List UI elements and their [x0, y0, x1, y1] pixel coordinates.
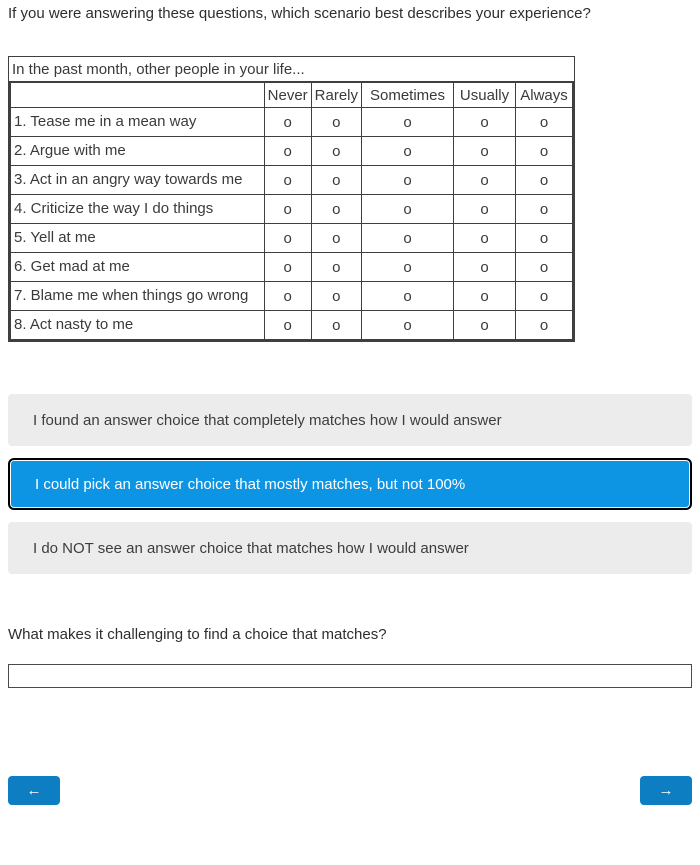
radio-icon: o	[332, 316, 341, 334]
radio-icon: o	[283, 229, 292, 247]
matrix-radio-cell[interactable]	[264, 311, 311, 340]
radio-icon: o	[403, 142, 412, 160]
radio-icon: o	[539, 287, 549, 305]
matrix-column-header: Never	[264, 83, 311, 108]
radio-icon: o	[480, 200, 489, 218]
matrix-radio-cell[interactable]	[362, 108, 454, 137]
radio-icon: o	[539, 142, 549, 160]
matrix-caption: In the past month, other people in your life...	[12, 61, 305, 78]
radio-icon: o	[332, 287, 341, 305]
matrix-radio-cell[interactable]	[264, 108, 311, 137]
matrix-radio-cell[interactable]	[362, 253, 454, 282]
matrix-radio-cell[interactable]	[362, 137, 454, 166]
matrix-radio-cell[interactable]	[311, 224, 361, 253]
radio-icon: o	[539, 171, 549, 189]
matrix-radio-cell[interactable]	[454, 108, 516, 137]
matrix-radio-cell[interactable]	[515, 195, 572, 224]
scenario-option[interactable]	[8, 522, 692, 574]
radio-icon: o	[403, 113, 412, 131]
matrix-radio-cell[interactable]	[264, 253, 311, 282]
scenario-option-label: I do NOT see an answer choice that matches how I would answer	[33, 539, 469, 557]
matrix-radio-cell[interactable]	[454, 253, 516, 282]
matrix-radio-cell[interactable]	[264, 224, 311, 253]
matrix-radio-cell[interactable]	[515, 282, 572, 311]
radio-icon: o	[403, 229, 412, 247]
matrix-row	[11, 253, 573, 282]
matrix-radio-cell[interactable]	[311, 108, 361, 137]
matrix-row-label: 6. Get mad at me	[11, 253, 265, 282]
matrix-question-table	[8, 56, 575, 342]
matrix-header-row	[11, 83, 573, 108]
next-arrow-icon: →	[658, 782, 674, 799]
radio-icon: o	[332, 171, 341, 189]
matrix-column-header: Rarely	[311, 83, 361, 108]
followup-question-label: What makes it challenging to find a choice that matches?	[8, 626, 387, 643]
matrix-radio-cell[interactable]	[264, 166, 311, 195]
radio-icon: o	[539, 316, 549, 334]
matrix-column-header: Sometimes	[362, 83, 454, 108]
back-arrow-icon: ←	[26, 782, 42, 799]
scenario-option-selected[interactable]	[8, 458, 692, 510]
matrix-radio-cell[interactable]	[454, 224, 516, 253]
matrix-radio-cell[interactable]	[264, 282, 311, 311]
radio-icon: o	[283, 142, 292, 160]
radio-icon: o	[332, 113, 341, 131]
matrix-radio-cell[interactable]	[515, 108, 572, 137]
matrix-row	[11, 282, 573, 311]
radio-icon: o	[332, 229, 341, 247]
radio-icon: o	[539, 229, 549, 247]
radio-icon: o	[480, 171, 489, 189]
radio-icon: o	[283, 316, 292, 334]
radio-icon: o	[283, 113, 292, 131]
matrix-row-label: 4. Criticize the way I do things	[11, 195, 265, 224]
scenario-option-label: I could pick an answer choice that mostly matches, but not 100%	[35, 475, 466, 493]
matrix-row	[11, 137, 573, 166]
matrix-radio-cell[interactable]	[362, 195, 454, 224]
radio-icon: o	[480, 258, 489, 276]
matrix-radio-cell[interactable]	[454, 282, 516, 311]
radio-icon: o	[403, 258, 412, 276]
back-button[interactable]	[8, 776, 60, 805]
matrix-radio-cell[interactable]	[515, 137, 572, 166]
matrix-radio-cell[interactable]	[454, 195, 516, 224]
matrix-column-header: Usually	[454, 83, 516, 108]
matrix-radio-cell[interactable]	[311, 137, 361, 166]
matrix-radio-cell[interactable]	[454, 166, 516, 195]
matrix-radio-cell[interactable]	[515, 166, 572, 195]
radio-icon: o	[403, 200, 412, 218]
radio-icon: o	[332, 200, 341, 218]
radio-icon: o	[403, 171, 412, 189]
matrix-row-label: 8. Act nasty to me	[11, 311, 265, 340]
matrix-radio-cell[interactable]	[362, 282, 454, 311]
radio-icon: o	[480, 229, 489, 247]
radio-icon: o	[480, 142, 489, 160]
matrix-header-empty	[11, 83, 265, 108]
radio-icon: o	[480, 113, 489, 131]
matrix-column-header: Always	[515, 83, 572, 108]
matrix-radio-cell[interactable]	[311, 282, 361, 311]
matrix-radio-cell[interactable]	[515, 224, 572, 253]
matrix-row-label: 1. Tease me in a mean way	[11, 108, 265, 137]
matrix-radio-cell[interactable]	[311, 253, 361, 282]
radio-icon: o	[403, 316, 412, 334]
matrix-radio-cell[interactable]	[515, 253, 572, 282]
navigation-bar	[8, 776, 692, 805]
matrix-row	[11, 195, 573, 224]
matrix-radio-cell[interactable]	[454, 311, 516, 340]
matrix-radio-cell[interactable]	[515, 311, 572, 340]
matrix-row	[11, 224, 573, 253]
radio-icon: o	[539, 113, 549, 131]
radio-icon: o	[283, 258, 292, 276]
matrix-radio-cell[interactable]	[264, 137, 311, 166]
radio-icon: o	[403, 287, 412, 305]
matrix-radio-cell[interactable]	[362, 311, 454, 340]
radio-icon: o	[283, 200, 292, 218]
radio-icon: o	[332, 258, 341, 276]
matrix-grid	[10, 82, 573, 340]
matrix-radio-cell[interactable]	[362, 224, 454, 253]
matrix-radio-cell[interactable]	[311, 195, 361, 224]
radio-icon: o	[283, 287, 292, 305]
scenario-option-label: I found an answer choice that completely matches how I would answer	[33, 411, 502, 429]
radio-icon: o	[539, 200, 549, 218]
matrix-row-label: 5. Yell at me	[11, 224, 265, 253]
followup-text-input[interactable]	[8, 664, 692, 688]
matrix-radio-cell[interactable]	[454, 137, 516, 166]
matrix-row	[11, 166, 573, 195]
matrix-radio-cell[interactable]	[264, 195, 311, 224]
scenario-options	[8, 394, 692, 574]
matrix-row-label: 3. Act in an angry way towards me	[11, 166, 265, 195]
page-title: If you were answering these questions, which scenario best describes your experience?	[8, 5, 591, 22]
matrix-row-label: 7. Blame me when things go wrong	[11, 282, 265, 311]
matrix-row	[11, 108, 573, 137]
matrix-radio-cell[interactable]	[311, 166, 361, 195]
next-button[interactable]	[640, 776, 692, 805]
matrix-row-label: 2. Argue with me	[11, 137, 265, 166]
scenario-option[interactable]	[8, 394, 692, 446]
matrix-radio-cell[interactable]	[311, 311, 361, 340]
matrix-radio-cell[interactable]	[362, 166, 454, 195]
radio-icon: o	[480, 316, 489, 334]
matrix-row	[11, 311, 573, 340]
radio-icon: o	[539, 258, 549, 276]
radio-icon: o	[480, 287, 489, 305]
radio-icon: o	[283, 171, 292, 189]
radio-icon: o	[332, 142, 341, 160]
